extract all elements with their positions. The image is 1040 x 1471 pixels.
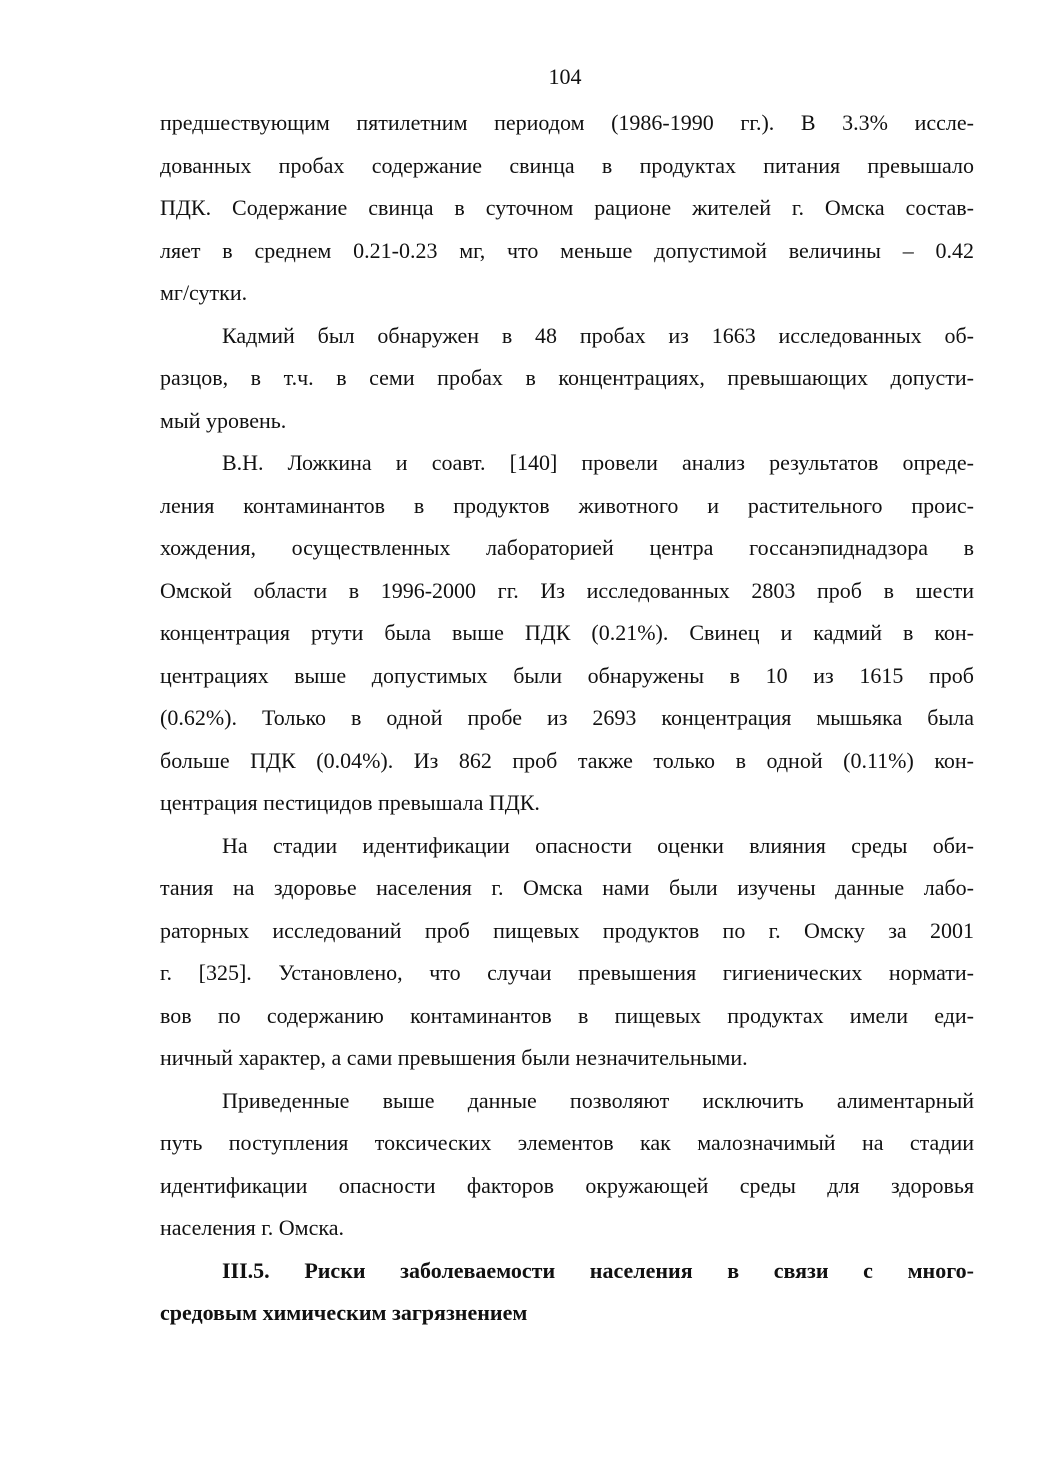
section-heading <box>160 1250 974 1335</box>
text-line: (0.62%). Только в одной пробе из 2693 концентрация мышьяка была <box>160 705 974 730</box>
text-line: В.Н. Ложкина и соавт. [140] провели анализ результатов опреде- <box>222 450 974 475</box>
text-line: мг/сутки. <box>160 280 248 305</box>
text-line: ПДК. Содержание свинца в суточном рационе жителей г. Омска состав- <box>160 195 974 220</box>
text-line: вов по содержанию контаминантов в пищевых продуктах имели еди- <box>160 1002 974 1028</box>
text-line: На стадии идентификации опасности оценки влияния среды оби- <box>222 832 974 858</box>
text-line: идентификации опасности факторов окружающей среды для здоровья <box>160 1172 974 1198</box>
text-line: дованных пробах содержание свинца в продуктах питания превышало <box>160 152 974 178</box>
text-line: г. [325]. Установлено, что случаи превышения гигиенических нормати- <box>160 960 974 985</box>
paragraph-hazard-identification <box>160 825 974 1080</box>
text-line: центрация пестицидов превышала ПДК. <box>160 790 540 815</box>
text-line: путь поступления токсических элементов как малозначимый на стадии <box>160 1130 974 1155</box>
paragraph-lozhkina-study <box>160 442 974 825</box>
page-number: 104 <box>548 64 582 89</box>
text-line: разцов, в т.ч. в семи пробах в концентрациях, превышающих допусти- <box>160 365 974 390</box>
paragraph-conclusion <box>160 1080 974 1250</box>
text-line: тания на здоровье населения г. Омска нами были изучены данные лабо- <box>160 875 974 900</box>
text-line: ляет в среднем 0.21-0.23 мг, что меньше допустимой величины – 0.42 <box>160 237 974 263</box>
paragraph-cadmium <box>160 315 974 443</box>
page-content <box>160 102 974 1335</box>
heading-line: III.5. Риски заболеваемости населения в связи с много- <box>222 1257 974 1283</box>
text-line: центрациях выше допустимых были обнаружены в 10 из 1615 проб <box>160 662 974 688</box>
text-line: раторных исследований проб пищевых продуктов по г. Омску за 2001 <box>160 917 974 943</box>
text-line: Омской области в 1996-2000 гг. Из исследованных 2803 проб в шести <box>160 577 974 603</box>
text-line: Кадмий был обнаружен в 48 пробах из 1663 исследованных об- <box>222 322 974 348</box>
text-line: больше ПДК (0.04%). Из 862 проб также только в одной (0.11%) кон- <box>160 747 974 773</box>
text-line: населения г. Омска. <box>160 1215 344 1240</box>
text-line: ничный характер, а сами превышения были незначительными. <box>160 1045 748 1070</box>
text-line: мый уровень. <box>160 407 287 433</box>
text-line: хождения, осуществленных лабораторией центра госсанэпиднадзора в <box>160 535 974 560</box>
text-line: предшествующим пятилетним периодом (1986-1990 гг.). В 3.3% иссле- <box>160 110 974 135</box>
text-line: Приведенные выше данные позволяют исключить алиментарный <box>222 1087 974 1113</box>
heading-line: средовым химическим загрязнением <box>160 1300 528 1325</box>
text-line: ления контаминантов в продуктов животного и растительного проис- <box>160 492 974 518</box>
text-line: концентрация ртути была выше ПДК (0.21%). Свинец и кадмий в кон- <box>160 620 974 645</box>
paragraph-lead-continuation <box>160 102 974 315</box>
